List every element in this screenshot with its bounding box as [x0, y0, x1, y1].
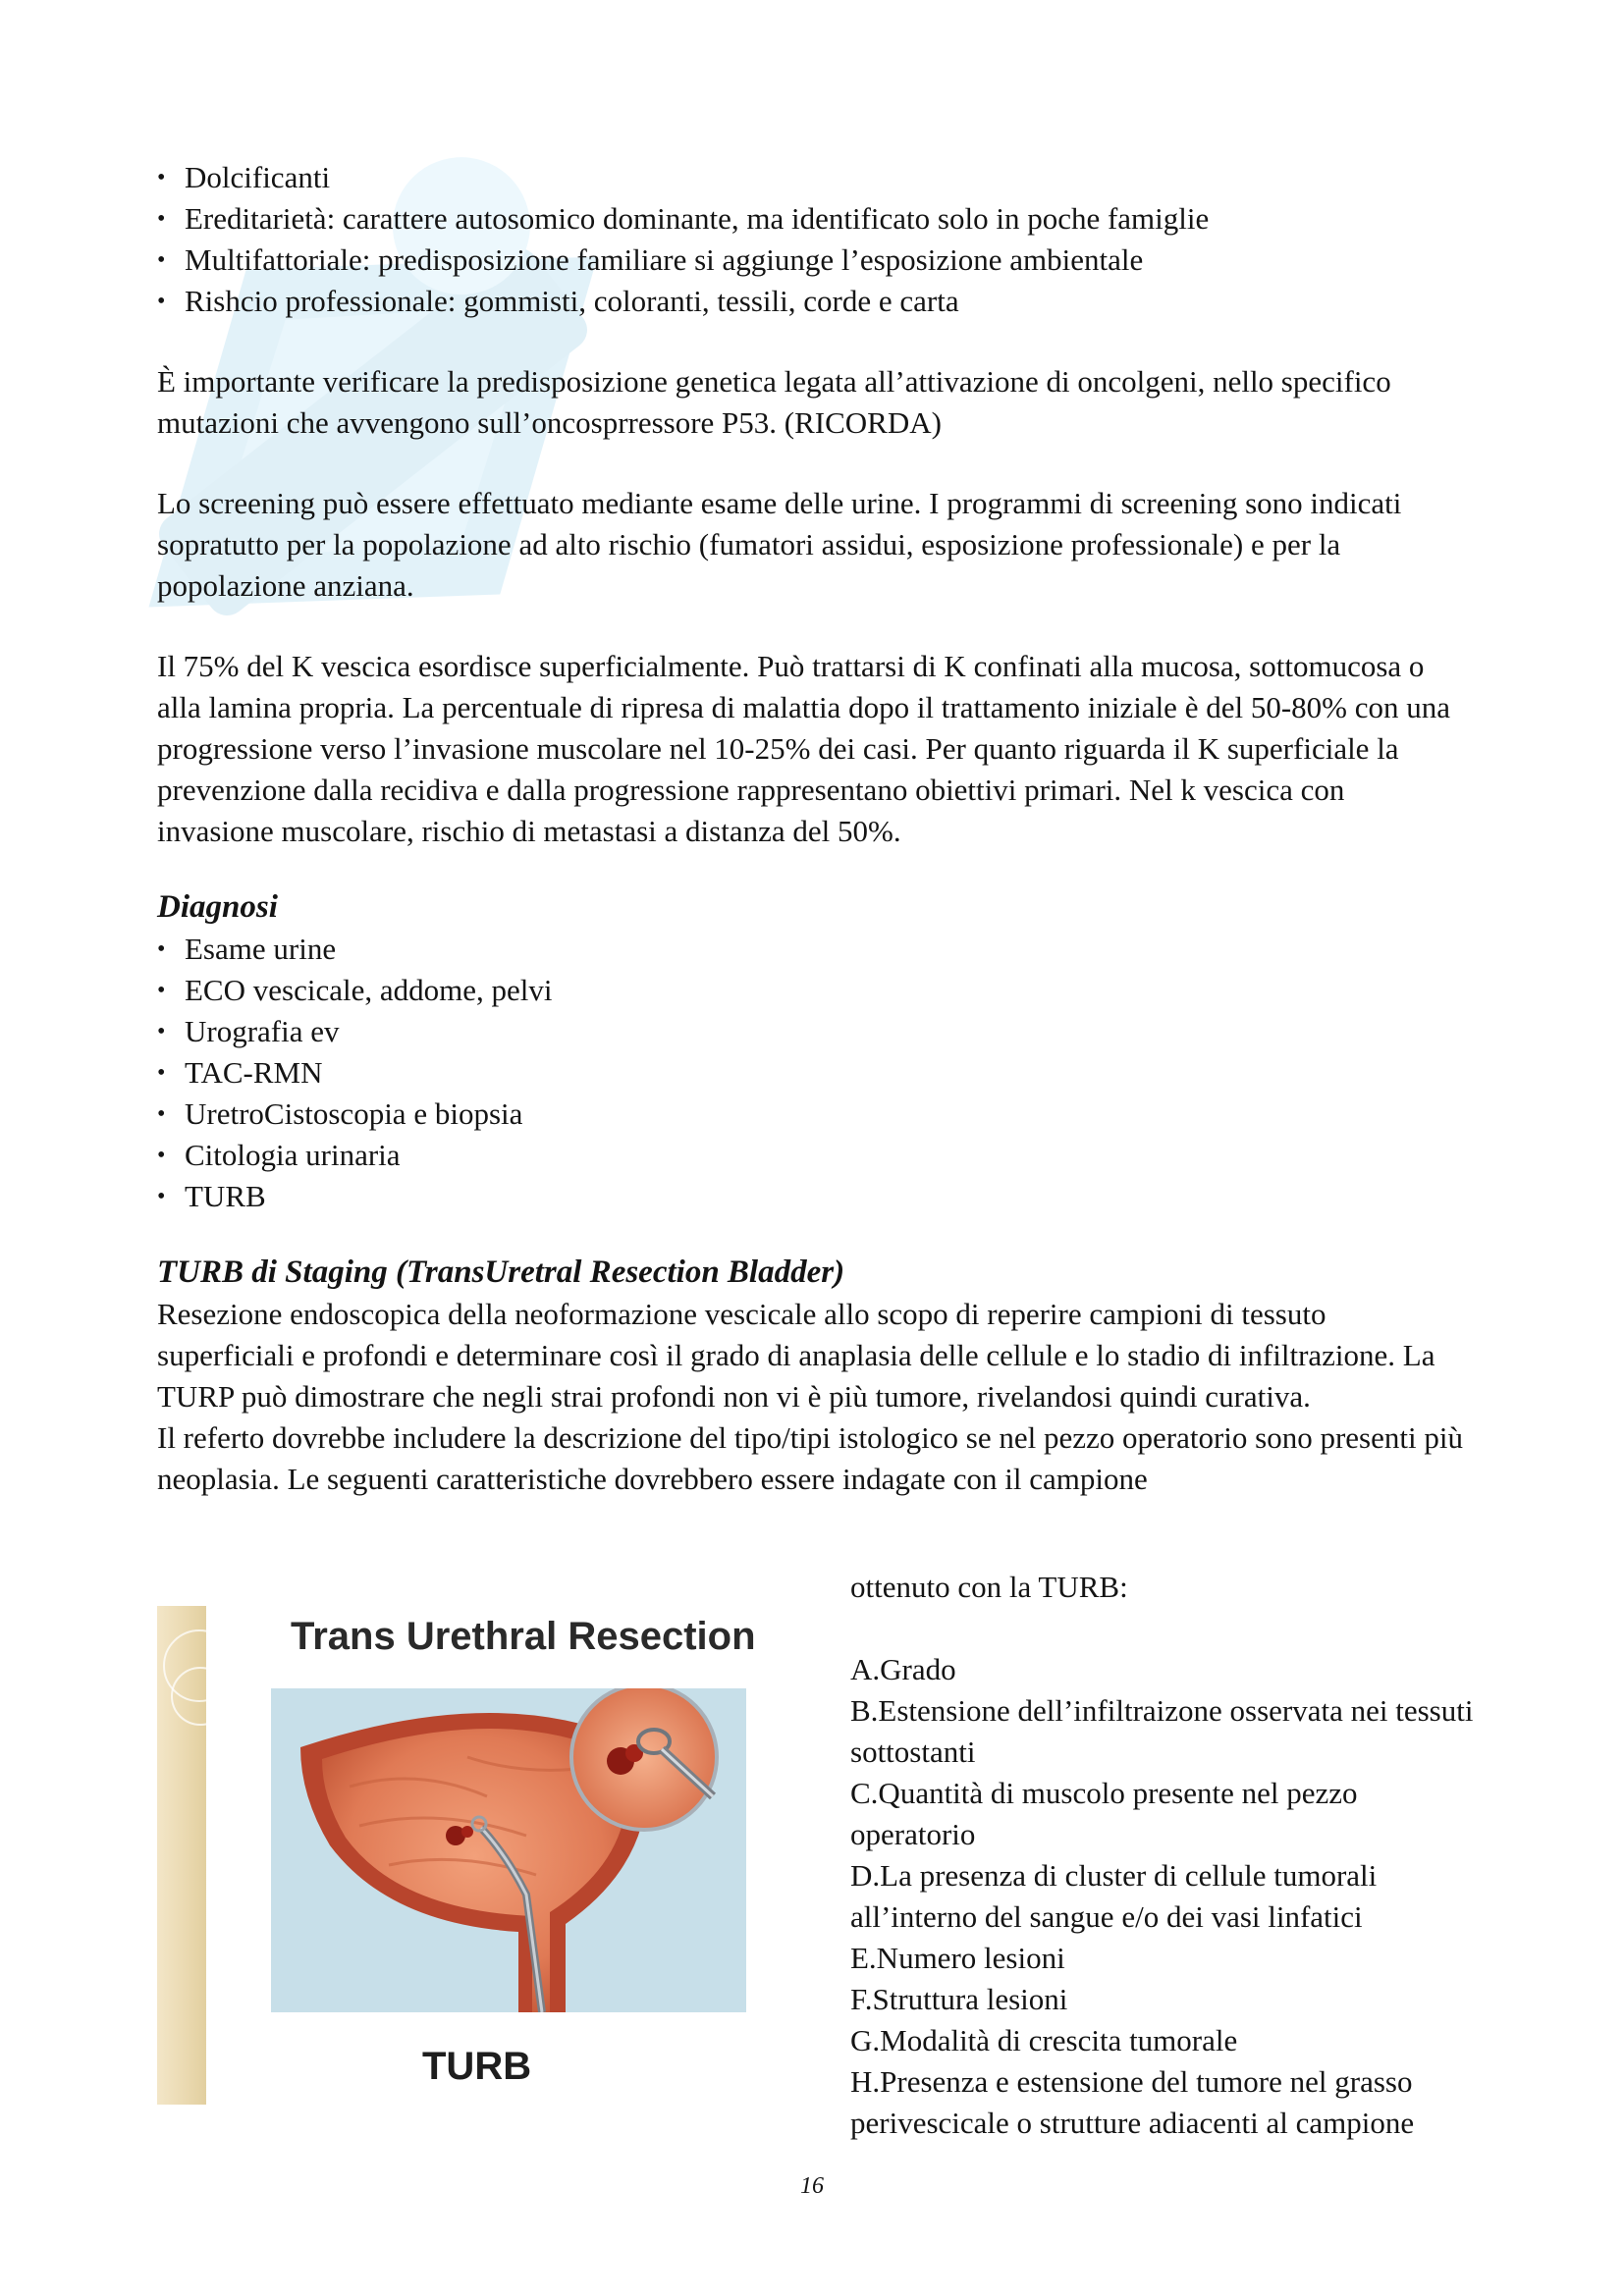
bladder-resection-illustration — [271, 1688, 746, 2012]
list-item: A.Grado — [850, 1652, 956, 1686]
turb-heading: TURB di Staging (TransUretral Resection Bladder) — [157, 1255, 845, 1290]
diagnosi-heading: Diagnosi — [157, 889, 278, 925]
diagnosi-list — [157, 929, 1463, 1217]
risk-factor-list — [157, 157, 1463, 322]
list-item: D.La presenza di cluster di cellule tumorali all’interno del sangue e/o dei vasi linfatici — [850, 1858, 1378, 1934]
list-item: G.Modalità di crescita tumorale — [850, 2023, 1238, 2057]
list-item: • Rishcio professionale: gommisti, coloranti, tessili, corde e carta — [157, 281, 1463, 322]
figure-caption: TURB — [422, 2045, 532, 2088]
list-item: • Urografia ev — [157, 1011, 1463, 1052]
figure-decorative-strip — [157, 1606, 206, 2105]
turb-feature-list — [850, 1649, 1479, 2144]
list-item: • Multifattoriale: predisposizione familiare si aggiunge l’esposizione ambientale — [157, 240, 1463, 281]
list-item: E.Numero lesioni — [850, 1941, 1065, 1975]
list-item: B.Estensione dell’infiltraizone osservata nei tessuti sottostanti — [850, 1693, 1474, 1769]
screening-paragraph: Lo screening può essere effettuato mediante esame delle urine. I programmi di screening sono indicati sopratutto per la popolazione ad alto rischio (fumatori assidui, esposizione professionale) e per la popolazione anziana. — [157, 486, 1402, 603]
list-item: H.Presenza e estensione del tumore nel grasso perivescicale o strutture adiacenti al campione — [850, 2064, 1415, 2140]
turb-features-column — [850, 1567, 1479, 2144]
superficial-paragraph: Il 75% del K vescica esordisce superficialmente. Può trattarsi di K confinati alla mucosa, sottomucosa o alla lamina propria. La percentuale di ripresa di malattia dopo il trattamento iniziale è del 50-80% con una progressione verso l’invasione muscolare nel 10-25% dei casi. Per quanto riguarda il K superficiale la prevenzione dalla recidiva e dalla progressione rappresentano obiettivi primari. Nel k vescica con invasione muscolare, rischio di metastasi a distanza del 50%. — [157, 649, 1450, 848]
turb-report-intro-continued: ottenuto con la TURB: — [850, 1570, 1128, 1604]
turb-description: Resezione endoscopica della neoformazione vescicale allo scopo di reperire campioni di tessuto superficiali e profondi e determinare così il grado di anaplasia delle cellule e lo stadio di infiltrazione. La TURP può dimostrare che negli strai profondi non vi è più tumore, rivelandosi quindi curativa. — [157, 1297, 1435, 1414]
list-item: • UretroCistoscopia e biopsia — [157, 1094, 1463, 1135]
list-item: • ECO vescicale, addome, pelvi — [157, 970, 1463, 1011]
list-item: • TAC-RMN — [157, 1052, 1463, 1094]
genetics-paragraph: È importante verificare la predisposizione genetica legata all’attivazione di oncolgeni, nello specifico mutazioni che avvengono sull’oncosprressore P53. (RICORDA) — [157, 364, 1391, 440]
main-text — [157, 157, 1463, 1500]
list-item: • TURB — [157, 1176, 1463, 1217]
list-item: • Citologia urinaria — [157, 1135, 1463, 1176]
turb-figure — [157, 1606, 785, 2105]
figure-title: Trans Urethral Resection — [291, 1615, 756, 1658]
list-item: F.Struttura lesioni — [850, 1982, 1068, 2016]
turb-report-intro: Il referto dovrebbe includere la descrizione del tipo/tipi istologico se nel pezzo operatorio sono presenti più neoplasia. Le seguenti caratteristiche dovrebbero essere indagate con il campione — [157, 1420, 1463, 1496]
list-item: C.Quantità di muscolo presente nel pezzo operatorio — [850, 1776, 1358, 1851]
bladder-illustration-svg — [271, 1688, 746, 2012]
list-item: • Esame urine — [157, 929, 1463, 970]
list-item: • Ereditarietà: carattere autosomico dominante, ma identificato solo in poche famiglie — [157, 198, 1463, 240]
list-item: • Dolcificanti — [157, 157, 1463, 198]
page-number: 16 — [800, 2173, 824, 2199]
